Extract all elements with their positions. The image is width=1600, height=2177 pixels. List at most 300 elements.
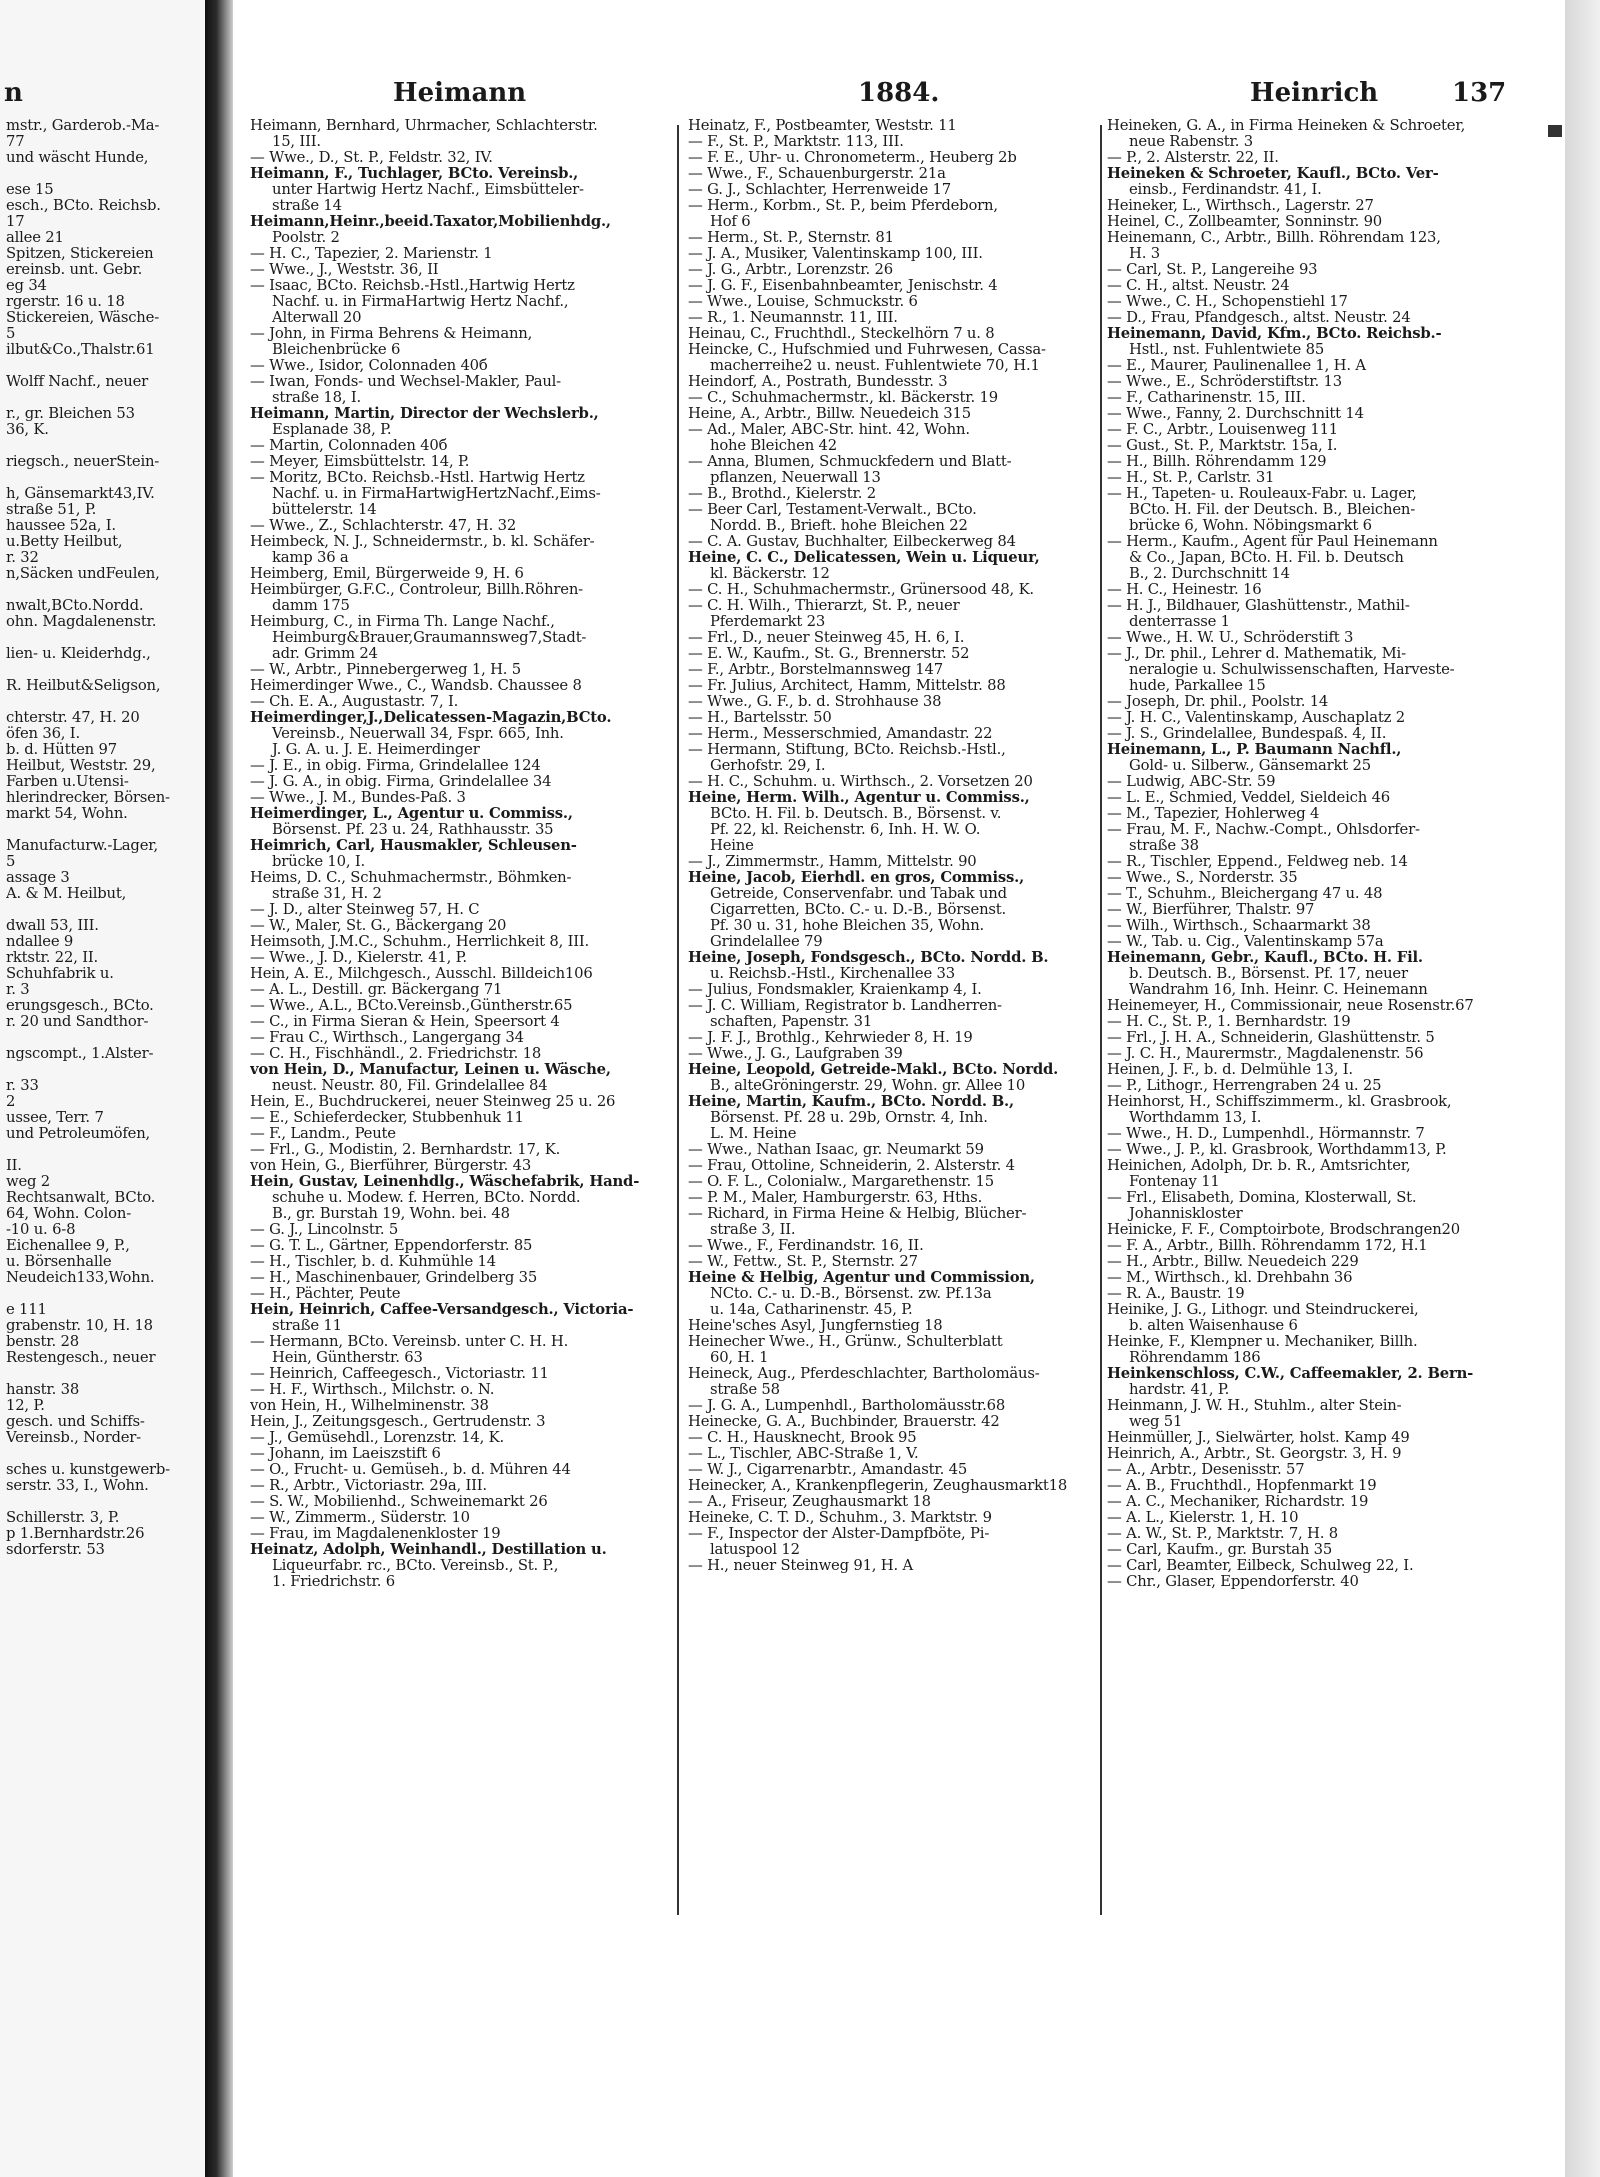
directory-entry-line: Hein, Güntherstr. 63	[272, 1350, 423, 1366]
directory-entry-line: Heinmüller, J., Sielwärter, holst. Kamp 49	[1107, 1430, 1410, 1446]
directory-entry-line	[6, 582, 202, 598]
directory-entry-line: — M., Wirthsch., kl. Drehbahn 36	[1107, 1270, 1353, 1286]
directory-entry-line	[6, 1142, 202, 1158]
directory-entry-line: — E. W., Kaufm., St. G., Brennerstr. 52	[688, 646, 970, 662]
directory-entry-line: 5	[6, 854, 16, 870]
directory-entry-line: — A., Friseur, Zeughausmarkt 18	[688, 1494, 931, 1510]
directory-entry-line: Gerhofstr. 29, I.	[710, 758, 826, 774]
directory-entry-line: 5	[6, 326, 16, 342]
directory-entry-line: Nordd. B., Brieft. hohe Bleichen 22	[710, 518, 968, 534]
directory-entry-line: Nachf. u. in FirmaHartwig Hertz Nachf.,	[272, 294, 569, 310]
directory-entry-line: — W., Maler, St. G., Bäckergang 20	[250, 918, 507, 934]
directory-entry-line: brücke 6, Wohn. Nöbingsmarkt 6	[1129, 518, 1372, 534]
page-edge	[1565, 0, 1600, 2177]
directory-entry-line: — H. J., Bildhauer, Glashüttenstr., Mathil-	[1107, 598, 1410, 614]
directory-entry-line: u. Reichsb.-Hstl., Kirchenallee 33	[710, 966, 955, 982]
directory-entry-line	[6, 902, 202, 918]
directory-entry-line: Eichenallee 9, P.,	[6, 1238, 130, 1254]
directory-entry-line: — Frl., J. H. A., Schneiderin, Glashüttenstr. 5	[1107, 1030, 1435, 1046]
directory-entry-line: — Anna, Blumen, Schmuckfedern und Blatt-	[688, 454, 1012, 470]
directory-entry-line: — A., Arbtr., Desenisstr. 57	[1107, 1462, 1305, 1478]
directory-entry-line: — J., Dr. phil., Lehrer d. Mathematik, Mi-	[1107, 646, 1406, 662]
directory-entry-line: Röhrendamm 186	[1129, 1350, 1261, 1366]
directory-entry-line: — Gust., St. P., Marktstr. 15a, I.	[1107, 438, 1338, 454]
directory-entry-line	[6, 1286, 202, 1302]
directory-entry-line: — Carl, Kaufm., gr. Burstah 35	[1107, 1542, 1333, 1558]
directory-entry-line: Nachf. u. in FirmaHartwigHertzNachf.,Eims-	[272, 486, 601, 502]
directory-entry-line: Heinecke, G. A., Buchbinder, Brauerstr. 42	[688, 1414, 1000, 1430]
directory-entry-line: BCto. H. Fil. b. Deutsch. B., Börsenst. v.	[710, 806, 1002, 822]
directory-entry-line: H. 3	[1129, 246, 1160, 262]
directory-entry-line: dwall 53, III.	[6, 918, 99, 934]
directory-entry-line: — Moritz, BCto. Reichsb.-Hstl. Hartwig Hertz	[250, 470, 585, 486]
directory-entry-line: — C. H., Schuhmachermstr., Grünersood 48, K.	[688, 582, 1034, 598]
directory-entry-line: — L. E., Schmied, Veddel, Sieldeich 46	[1107, 790, 1390, 806]
directory-entry-line: — Frau, im Magdalenenkloster 19	[250, 1526, 501, 1542]
directory-entry-line: — Wwe., G. F., b. d. Strohhause 38	[688, 694, 942, 710]
directory-entry-line: — H., Arbtr., Billw. Neuedeich 229	[1107, 1254, 1359, 1270]
directory-entry-line: von Hein, D., Manufactur, Leinen u. Wäsche,	[250, 1062, 611, 1078]
directory-entry-line: Heimburg&Brauer,Graumannsweg7,Stadt-	[272, 630, 587, 646]
directory-entry-line: b. d. Hütten 97	[6, 742, 117, 758]
directory-entry-line: — Wwe., A.L., BCto.Vereinsb.,Güntherstr.65	[250, 998, 573, 1014]
directory-entry-line: — E., Maurer, Paulinenallee 1, H. A	[1107, 358, 1366, 374]
directory-entry-line: — Carl, Beamter, Eilbeck, Schulweg 22, I.	[1107, 1558, 1414, 1574]
page-number: 137	[1452, 78, 1507, 108]
directory-entry-line: — O., Frucht- u. Gemüseh., b. d. Mühren 44	[250, 1462, 571, 1478]
directory-entry-line: — Wwe., E., Schröderstiftstr. 13	[1107, 374, 1342, 390]
directory-entry-line: Manufacturw.-Lager,	[6, 838, 159, 854]
directory-entry-line: — H., Pächter, Peute	[250, 1286, 401, 1302]
directory-entry-line: Getreide, Conservenfabr. und Tabak und	[710, 886, 1007, 902]
directory-entry-line: — Herm., Korbm., St. P., beim Pferdeborn,	[688, 198, 998, 214]
directory-entry-line: — Wwe., J. M., Bundes-Paß. 3	[250, 790, 466, 806]
directory-entry-line: Heinemann, L., P. Baumann Nachfl.,	[1107, 742, 1402, 758]
directory-entry-line: — F. A., Arbtr., Billh. Röhrendamm 172, H.1	[1107, 1238, 1428, 1254]
directory-entry-line: — Wwe., D., St. P., Feldstr. 32, IV.	[250, 150, 493, 166]
directory-entry-line: — Herm., St. P., Sternstr. 81	[688, 230, 894, 246]
directory-entry-line: — Heinrich, Caffeegesch., Victoriastr. 11	[250, 1366, 549, 1382]
directory-entry-line: — Wwe., J. D., Kielerstr. 41, P.	[250, 950, 467, 966]
directory-entry-line: — R., Tischler, Eppend., Feldweg neb. 14	[1107, 854, 1408, 870]
directory-entry-line: — A. B., Fruchthdl., Hopfenmarkt 19	[1107, 1478, 1377, 1494]
directory-entry-line: r., gr. Bleichen 53	[6, 406, 135, 422]
running-head-right: Heinrich	[1250, 78, 1379, 108]
directory-entry-line: Heinichen, Adolph, Dr. b. R., Amtsrichter,	[1107, 1158, 1411, 1174]
directory-entry-line: — H. C., St. P., 1. Bernhardstr. 19	[1107, 1014, 1351, 1030]
directory-entry-line: hohe Bleichen 42	[710, 438, 837, 454]
directory-entry-line: ohn. Magdalenenstr.	[6, 614, 157, 630]
directory-entry-line: weg 51	[1129, 1414, 1183, 1430]
directory-entry-line: Heims, D. C., Schuhmachermstr., Böhmken-	[250, 870, 572, 886]
directory-entry-line: — J., Gemüsehdl., Lorenzstr. 14, K.	[250, 1430, 505, 1446]
directory-entry-line: — Wwe., Nathan Isaac, gr. Neumarkt 59	[688, 1142, 984, 1158]
directory-entry-line: Heimann, F., Tuchlager, BCto. Vereinsb.,	[250, 166, 579, 182]
directory-entry-line: straße 14	[272, 198, 342, 214]
directory-entry-line: Hstl., nst. Fuhlentwiete 85	[1129, 342, 1325, 358]
directory-entry-line: Hein, Heinrich, Caffee-Versandgesch., Victoria-	[250, 1302, 634, 1318]
directory-entry-line: rgerstr. 16 u. 18	[6, 294, 125, 310]
directory-entry-line: Heimerdinger Wwe., C., Wandsb. Chaussee 8	[250, 678, 582, 694]
directory-entry-line: Heimann,Heinr.,beeid.Taxator,Mobilienhdg.,	[250, 214, 611, 230]
directory-entry-line: — Frau C., Wirthsch., Langergang 34	[250, 1030, 524, 1046]
directory-entry-line: B., alteGröningerstr. 29, Wohn. gr. Allee 10	[710, 1078, 1026, 1094]
directory-entry-line: Cigarretten, BCto. C.- u. D.-B., Börsenst.	[710, 902, 1007, 918]
directory-entry-line: Heimbürger, G.F.C., Controleur, Billh.Röhren-	[250, 582, 583, 598]
directory-entry-line: — R., 1. Neumannstr. 11, III.	[688, 310, 898, 326]
directory-entry-line: — H. C., Schuhm. u. Wirthsch., 2. Vorsetzen 20	[688, 774, 1033, 790]
directory-entry-line: — J. D., alter Steinweg 57, H. C	[250, 902, 480, 918]
directory-entry-line: — Wwe., J., Weststr. 36, II	[250, 262, 439, 278]
directory-entry-line: — Wwe., H. W. U., Schröderstift 3	[1107, 630, 1354, 646]
directory-entry-line: u.Betty Heilbut,	[6, 534, 123, 550]
directory-entry-line: Heinel, C., Zollbeamter, Sonninstr. 90	[1107, 214, 1383, 230]
directory-entry-line: Börsenst. Pf. 28 u. 29b, Ornstr. 4, Inh.	[710, 1110, 988, 1126]
directory-entry-line: — Beer Carl, Testament-Verwalt., BCto.	[688, 502, 977, 518]
directory-entry-line: Heineken, G. A., in Firma Heineken & Schroeter,	[1107, 118, 1466, 134]
directory-entry-line: — Herm., Kaufm., Agent für Paul Heinemann	[1107, 534, 1438, 550]
directory-entry-line: serstr. 33, I., Wohn.	[6, 1478, 149, 1494]
directory-entry-line: brücke 10, I.	[272, 854, 365, 870]
directory-entry-line: sdorferstr. 53	[6, 1542, 105, 1558]
directory-entry-line: — W. J., Cigarrenarbtr., Amandastr. 45	[688, 1462, 968, 1478]
directory-entry-line: Heilbut, Weststr. 29,	[6, 758, 156, 774]
directory-entry-line	[6, 822, 202, 838]
directory-entry-line: und wäscht Hunde,	[6, 150, 149, 166]
directory-entry-line: pflanzen, Neuerwall 13	[710, 470, 881, 486]
directory-entry-line: Spitzen, Stickereien	[6, 246, 154, 262]
directory-entry-line: b. alten Waisenhause 6	[1129, 1318, 1298, 1334]
directory-entry-line: ussee, Terr. 7	[6, 1110, 104, 1126]
directory-entry-line: — Frau, M. F., Nachw.-Compt., Ohlsdorfer-	[1107, 822, 1420, 838]
directory-entry-line: — T., Schuhm., Bleichergang 47 u. 48	[1107, 886, 1383, 902]
directory-entry-line: — Hermann, Stiftung, BCto. Reichsb.-Hstl.,	[688, 742, 1006, 758]
directory-entry-line: — Iwan, Fonds- und Wechsel-Makler, Paul-	[250, 374, 561, 390]
directory-entry-line: — H., Maschinenbauer, Grindelberg 35	[250, 1270, 538, 1286]
directory-entry-line: — C. H., Hausknecht, Brook 95	[688, 1430, 917, 1446]
directory-entry-line: Heine	[710, 838, 754, 854]
directory-entry-line: 12, P.	[6, 1398, 45, 1414]
directory-entry-line: — Frl., G., Modistin, 2. Bernhardstr. 17, K.	[250, 1142, 561, 1158]
directory-entry-line: n,Säcken undFeulen,	[6, 566, 160, 582]
directory-entry-line: — J. G. A., Lumpenhdl., Bartholomäusstr.68	[688, 1398, 1006, 1414]
directory-entry-line: Heimrich, Carl, Hausmakler, Schleusen-	[250, 838, 577, 854]
directory-entry-line: II.	[6, 1158, 22, 1174]
directory-entry-line: neust. Neustr. 80, Fil. Grindelallee 84	[272, 1078, 548, 1094]
directory-entry-line: — Wwe., Fanny, 2. Durchschnitt 14	[1107, 406, 1364, 422]
directory-entry-line: Heine, A., Arbtr., Billw. Neuedeich 315	[688, 406, 971, 422]
directory-entry-line: — O. F. L., Colonialw., Margarethenstr. 15	[688, 1174, 994, 1190]
directory-entry-line: Heine, Martin, Kaufm., BCto. Nordd. B.,	[688, 1094, 1014, 1110]
directory-entry-line: Bleichenbrücke 6	[272, 342, 401, 358]
directory-entry-line: Pf. 30 u. 31, hohe Bleichen 35, Wohn.	[710, 918, 985, 934]
directory-entry-line: hude, Parkallee 15	[1129, 678, 1266, 694]
directory-entry-line: — J. C. William, Registrator b. Landherren-	[688, 998, 1002, 1014]
directory-entry-line: — John, in Firma Behrens & Heimann,	[250, 326, 533, 342]
directory-entry-line: — Wwe., J. P., kl. Grasbrook, Worthdamm13, P.	[1107, 1142, 1447, 1158]
directory-entry-line: Heinmann, J. W. H., Stuhlm., alter Stein-	[1107, 1398, 1402, 1414]
directory-entry-line: J. G. A. u. J. E. Heimerdinger	[272, 742, 480, 758]
directory-entry-line: — F., Landm., Peute	[250, 1126, 396, 1142]
directory-entry-line: u. Börsenhalle	[6, 1254, 112, 1270]
directory-entry-line: Vereinsb., Norder-	[6, 1430, 141, 1446]
directory-entry-line: Vereinsb., Neuerwall 34, Fspr. 665, Inh.	[272, 726, 564, 742]
directory-entry-line	[6, 1366, 202, 1382]
directory-entry-line: — Richard, in Firma Heine & Helbig, Blücher-	[688, 1206, 1027, 1222]
directory-entry-line: — C. H., altst. Neustr. 24	[1107, 278, 1290, 294]
directory-entry-line: — F. E., Uhr- u. Chronometerm., Heuberg 2b	[688, 150, 1017, 166]
directory-entry-line: — Wwe., S., Norderstr. 35	[1107, 870, 1298, 886]
directory-entry-line: u. 14a, Catharinenstr. 45, P.	[710, 1302, 913, 1318]
directory-entry-line: — F., Catharinenstr. 15, III.	[1107, 390, 1306, 406]
directory-entry-line: — G. J., Schlachter, Herrenweide 17	[688, 182, 951, 198]
directory-entry-line: Heinrich, A., Arbtr., St. Georgstr. 3, H. 9	[1107, 1446, 1402, 1462]
directory-entry-line: — F., Inspector der Alster-Dampfböte, Pi-	[688, 1526, 990, 1542]
directory-entry-line: — Ch. E. A., Augustastr. 7, I.	[250, 694, 459, 710]
directory-entry-line: — J. F. J., Brothlg., Kehrwieder 8, H. 19	[688, 1030, 973, 1046]
directory-entry-line: Börsenst. Pf. 23 u. 24, Rathhausstr. 35	[272, 822, 554, 838]
directory-entry-line: — Chr., Glaser, Eppendorferstr. 40	[1107, 1574, 1359, 1590]
directory-entry-line: Grindelallee 79	[710, 934, 823, 950]
directory-entry-line: Heinatz, Adolph, Weinhandl., Destillation u.	[250, 1542, 607, 1558]
directory-entry-line: — G. T. L., Gärtner, Eppendorferstr. 85	[250, 1238, 533, 1254]
directory-entry-line: latuspool 12	[710, 1542, 800, 1558]
directory-entry-line: erungsgesch., BCto.	[6, 998, 154, 1014]
directory-entry-line: — H. C., Heinestr. 16	[1107, 582, 1262, 598]
directory-entry-line: Heimsoth, J.M.C., Schuhm., Herrlichkeit 8, III.	[250, 934, 590, 950]
directory-entry-line: & Co., Japan, BCto. H. Fil. b. Deutsch	[1129, 550, 1404, 566]
directory-entry-line: assage 3	[6, 870, 70, 886]
directory-entry-line	[6, 1494, 202, 1510]
directory-entry-line: — R., Arbtr., Victoriastr. 29a, III.	[250, 1478, 487, 1494]
directory-entry-line: B., 2. Durchschnitt 14	[1129, 566, 1290, 582]
directory-entry-line: b. Deutsch. B., Börsenst. Pf. 17, neuer	[1129, 966, 1408, 982]
directory-entry-line: — J. G., Arbtr., Lorenzstr. 26	[688, 262, 893, 278]
directory-entry-line: — Johann, im Laeiszstift 6	[250, 1446, 441, 1462]
previous-page-fragment	[0, 0, 205, 2177]
directory-entry-line: 17	[6, 214, 25, 230]
directory-entry-line: — Frl., Elisabeth, Domina, Klosterwall, St.	[1107, 1190, 1417, 1206]
directory-entry-line: Gold- u. Silberw., Gänsemarkt 25	[1129, 758, 1371, 774]
previous-page-header: n	[4, 78, 23, 108]
directory-entry-line: — H., Billh. Röhrendamm 129	[1107, 454, 1327, 470]
directory-entry-line: gesch. und Schiffs-	[6, 1414, 145, 1430]
directory-entry-line: Heinecker, A., Krankenpflegerin, Zeughausmarkt18	[688, 1478, 1068, 1494]
directory-entry-line: — P., Lithogr., Herrengraben 24 u. 25	[1107, 1078, 1382, 1094]
directory-entry-line	[6, 630, 202, 646]
directory-entry-line: — Carl, St. P., Langereihe 93	[1107, 262, 1318, 278]
directory-entry-line: r. 20 und Sandthor-	[6, 1014, 149, 1030]
directory-entry-line: ereinsb. unt. Gebr.	[6, 262, 143, 278]
directory-entry-line: kl. Bäckerstr. 12	[710, 566, 830, 582]
directory-entry-line: r. 32	[6, 550, 39, 566]
directory-entry-line: — H., Tischler, b. d. Kuhmühle 14	[250, 1254, 496, 1270]
directory-entry-line: denterrasse 1	[1129, 614, 1230, 630]
directory-entry-line: straße 11	[272, 1318, 342, 1334]
directory-entry-line: — J. G. F., Eisenbahnbeamter, Jenischstr. 4	[688, 278, 998, 294]
directory-entry-line: einsb., Ferdinandstr. 41, I.	[1129, 182, 1322, 198]
book-spine	[205, 0, 233, 2177]
column-rule	[677, 125, 679, 1915]
directory-entry-line: — Martin, Colonnaden 40б	[250, 438, 448, 454]
directory-entry-line: Heinecher Wwe., H., Grünw., Schulterblatt	[688, 1334, 1003, 1350]
directory-entry-line: — Ad., Maler, ABC-Str. hint. 42, Wohn.	[688, 422, 970, 438]
directory-entry-line: — Fr. Julius, Architect, Hamm, Mittelstr. 88	[688, 678, 1006, 694]
directory-entry-line: — J. C. H., Maurermstr., Magdalenenstr. 56	[1107, 1046, 1424, 1062]
directory-entry-line: — Wwe., H. D., Lumpenhdl., Hörmannstr. 7	[1107, 1126, 1425, 1142]
directory-entry-line: Heimerdinger, L., Agentur u. Commiss.,	[250, 806, 573, 822]
directory-entry-line: Heinen, J. F., b. d. Delmühle 13, I.	[1107, 1062, 1353, 1078]
directory-entry-line: und Petroleumöfen,	[6, 1126, 151, 1142]
directory-entry-line: ngscompt., 1.Alster-	[6, 1046, 154, 1062]
directory-entry-line: riegsch., neuerStein-	[6, 454, 160, 470]
directory-entry-line: — P. M., Maler, Hamburgerstr. 63, Hths.	[688, 1190, 983, 1206]
directory-entry-line: Pf. 22, kl. Reichenstr. 6, Inh. H. W. O.	[710, 822, 981, 838]
directory-entry-line: straße 18, I.	[272, 390, 361, 406]
directory-entry-line: — Wwe., Z., Schlachterstr. 47, H. 32	[250, 518, 517, 534]
directory-entry-line: 2	[6, 1094, 16, 1110]
directory-entry-line: — Herm., Messerschmied, Amandastr. 22	[688, 726, 993, 742]
directory-entry-line: — H., Tapeten- u. Rouleaux-Fabr. u. Lager,	[1107, 486, 1417, 502]
directory-entry-line: — Meyer, Eimsbüttelstr. 14, P.	[250, 454, 470, 470]
directory-entry-line: ese 15	[6, 182, 54, 198]
directory-entry-line: A. & M. Heilbut,	[6, 886, 127, 902]
directory-entry-line: Neudeich133,Wohn.	[6, 1270, 155, 1286]
directory-entry-line	[6, 1446, 202, 1462]
directory-entry-line: Heinkenschloss, C.W., Caffeemakler, 2. Bern-	[1107, 1366, 1474, 1382]
directory-entry-line: eg 34	[6, 278, 47, 294]
directory-entry-line: — C. A. Gustav, Buchhalter, Eilbeckerweg 84	[688, 534, 1016, 550]
directory-entry-line: Heinau, C., Fruchthdl., Steckelhörn 7 u. 8	[688, 326, 995, 342]
directory-entry-line: grabenstr. 10, H. 18	[6, 1318, 153, 1334]
directory-entry-line: Heinemeyer, H., Commissionair, neue Rosenstr.67	[1107, 998, 1474, 1014]
directory-entry-line: — D., Frau, Pfandgesch., altst. Neustr. 24	[1107, 310, 1411, 326]
directory-entry-line: — J. E., in obig. Firma, Grindelallee 124	[250, 758, 541, 774]
directory-entry-line: Johanniskloster	[1129, 1206, 1243, 1222]
directory-entry-line: hanstr. 38	[6, 1382, 80, 1398]
directory-entry-line: ndallee 9	[6, 934, 74, 950]
directory-entry-line: straße 38	[1129, 838, 1199, 854]
directory-entry-line: — Wwe., Louise, Schmuckstr. 6	[688, 294, 918, 310]
thumb-index-mark	[1548, 125, 1562, 137]
directory-entry-line: — A. L., Destill. gr. Bäckergang 71	[250, 982, 503, 998]
directory-entry-line: 64, Wohn. Colon-	[6, 1206, 132, 1222]
directory-entry-line	[6, 694, 202, 710]
directory-entry-line: r. 33	[6, 1078, 39, 1094]
directory-entry-line: Heinemann, C., Arbtr., Billh. Röhrendam 123,	[1107, 230, 1441, 246]
directory-entry-line: lien- u. Kleiderhdg.,	[6, 646, 151, 662]
directory-entry-line: hlerindrecker, Börsen-	[6, 790, 170, 806]
directory-entry-line: esch., BCto. Reichsb.	[6, 198, 161, 214]
directory-entry-line: Hein, A. E., Milchgesch., Ausschl. Billdeich106	[250, 966, 593, 982]
directory-entry-line: Hof 6	[710, 214, 751, 230]
directory-entry-line: — P., 2. Alsterstr. 22, II.	[1107, 150, 1279, 166]
directory-entry-line: — F. C., Arbtr., Louisenweg 111	[1107, 422, 1339, 438]
directory-entry-line: — C. H., Fischhändl., 2. Friedrichstr. 18	[250, 1046, 542, 1062]
directory-entry-line	[6, 358, 202, 374]
directory-entry-line: allee 21	[6, 230, 64, 246]
directory-entry-line: L. M. Heine	[710, 1126, 797, 1142]
directory-entry-line: — G. J., Lincolnstr. 5	[250, 1222, 399, 1238]
directory-entry-line: Heinemann, David, Kfm., BCto. Reichsb.-	[1107, 326, 1442, 342]
directory-entry-line: neralogie u. Schulwissenschaften, Harveste-	[1129, 662, 1455, 678]
directory-entry-line: 77	[6, 134, 25, 150]
directory-entry-line: — J. G. A., in obig. Firma, Grindelallee 34	[250, 774, 552, 790]
directory-entry-line: Heine, C. C., Delicatessen, Wein u. Liqueur,	[688, 550, 1040, 566]
directory-entry-line: mstr., Garderob.-Ma-	[6, 118, 160, 134]
directory-entry-line: chterstr. 47, H. 20	[6, 710, 140, 726]
directory-entry-line: Farben u.Utensi-	[6, 774, 129, 790]
directory-entry-line: — Wwe., Isidor, Colonnaden 40б	[250, 358, 488, 374]
directory-entry-line: p 1.Bernhardstr.26	[6, 1526, 145, 1542]
directory-entry-line: — C., in Firma Sieran & Hein, Speersort 4	[250, 1014, 560, 1030]
directory-entry-line: — C. H. Wilh., Thierarzt, St. P., neuer	[688, 598, 960, 614]
directory-entry-line: Hein, J., Zeitungsgesch., Gertrudenstr. 3	[250, 1414, 546, 1430]
column-rule	[1100, 125, 1102, 1915]
directory-entry-line: — A. L., Kielerstr. 1, H. 10	[1107, 1510, 1299, 1526]
running-head-left: Heimann	[393, 78, 527, 108]
directory-entry-line: weg 2	[6, 1174, 51, 1190]
directory-entry-line: 36, K.	[6, 422, 49, 438]
directory-entry-line	[6, 662, 202, 678]
directory-entry-line: hardstr. 41, P.	[1129, 1382, 1230, 1398]
directory-entry-line: — Frl., D., neuer Steinweg 45, H. 6, I.	[688, 630, 965, 646]
directory-entry-line: damm 175	[272, 598, 350, 614]
directory-entry-line: Heindorf, A., Postrath, Bundesstr. 3	[688, 374, 948, 390]
directory-entry-line: — Wwe., C. H., Schopenstiehl 17	[1107, 294, 1348, 310]
directory-entry-line: ilbut&Co.,Thalstr.61	[6, 342, 155, 358]
directory-entry-line: R. Heilbut&Seligson,	[6, 678, 161, 694]
directory-entry-line: — W., Zimmerm., Süderstr. 10	[250, 1510, 470, 1526]
directory-entry-line: — H. C., Tapezier, 2. Marienstr. 1	[250, 246, 493, 262]
directory-entry-line: — Wwe., J. G., Laufgraben 39	[688, 1046, 903, 1062]
directory-entry-line: — W., Tab. u. Cig., Valentinskamp 57a	[1107, 934, 1384, 950]
directory-entry-line: — H., neuer Steinweg 91, H. A	[688, 1558, 913, 1574]
directory-entry-line: — M., Tapezier, Hohlerweg 4	[1107, 806, 1320, 822]
directory-entry-line: nwalt,BCto.Nordd.	[6, 598, 144, 614]
directory-entry-line: — J. A., Musiker, Valentinskamp 100, III.	[688, 246, 983, 262]
directory-entry-line: Heinike, J. G., Lithogr. und Steindruckerei,	[1107, 1302, 1419, 1318]
directory-entry-line: — F., St. P., Marktstr. 113, III.	[688, 134, 904, 150]
directory-entry-line: — R. A., Baustr. 19	[1107, 1286, 1245, 1302]
running-head-year: 1884.	[858, 78, 940, 108]
directory-entry-line: Restengesch., neuer	[6, 1350, 156, 1366]
directory-entry-line: — F., Arbtr., Borstelmannsweg 147	[688, 662, 943, 678]
directory-entry-line	[6, 1030, 202, 1046]
directory-entry-line: Heine, Joseph, Fondsgesch., BCto. Nordd. B.	[688, 950, 1049, 966]
directory-entry-line: — B., Brothd., Kielerstr. 2	[688, 486, 876, 502]
directory-entry-line: straße 3, II.	[710, 1222, 796, 1238]
directory-entry-line: Heinke, F., Klempner u. Mechaniker, Billh.	[1107, 1334, 1418, 1350]
directory-entry-line	[6, 438, 202, 454]
directory-entry-line: e 111	[6, 1302, 47, 1318]
directory-entry-line: Hein, Gustav, Leinenhdlg., Wäschefabrik, Hand-	[250, 1174, 640, 1190]
directory-entry-line: 60, H. 1	[710, 1350, 769, 1366]
directory-entry-line: Heinemann, Gebr., Kaufl., BCto. H. Fil.	[1107, 950, 1423, 966]
directory-entry-line: straße 51, P.	[6, 502, 97, 518]
directory-entry-line: Heine, Jacob, Eierhdl. en gros, Commiss.,	[688, 870, 1025, 886]
directory-entry-line: Heineken & Schroeter, Kaufl., BCto. Ver-	[1107, 166, 1439, 182]
directory-entry-line: von Hein, G., Bierführer, Bürgerstr. 43	[250, 1158, 532, 1174]
directory-entry-line: — H., St. P., Carlstr. 31	[1107, 470, 1275, 486]
directory-entry-line: — W., Arbtr., Pinnebergerweg 1, H. 5	[250, 662, 522, 678]
directory-entry-line: — Julius, Fondsmakler, Kraienkamp 4, I.	[688, 982, 982, 998]
directory-entry-line: — L., Tischler, ABC-Straße 1, V.	[688, 1446, 919, 1462]
directory-entry-line: Worthdamm 13, I.	[1129, 1110, 1262, 1126]
directory-entry-line: Heineke, C. T. D., Schuhm., 3. Marktstr. 9	[688, 1510, 992, 1526]
directory-column-3	[1107, 118, 1537, 1590]
directory-entry-line: Schillerstr. 3, P.	[6, 1510, 120, 1526]
